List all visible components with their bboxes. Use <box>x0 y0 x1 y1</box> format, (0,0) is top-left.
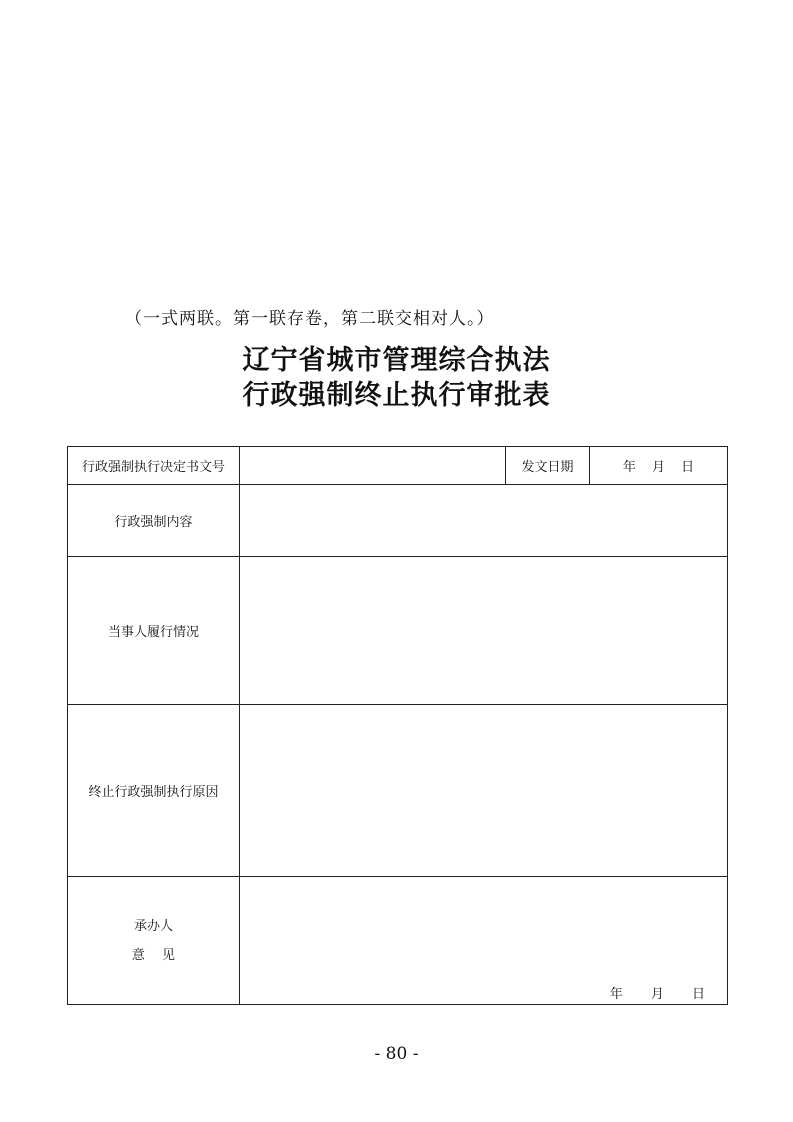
handler-opinion-label <box>68 877 240 1005</box>
decision-number-field[interactable] <box>240 447 506 485</box>
page-number: - 80 - <box>374 1044 419 1064</box>
form-title-line1: 辽宁省城市管理综合执法 <box>242 345 551 376</box>
handler-label-line1: 承办人 <box>133 918 173 934</box>
handler-opinion-row <box>68 877 728 1005</box>
copies-note: （一式两联。第一联存卷，第二联交相对人。） <box>125 309 495 329</box>
approval-form-table <box>67 446 728 1005</box>
issue-date-label: 发文日期 <box>506 447 590 485</box>
decision-number-row <box>68 447 728 485</box>
handler-opinion-field[interactable] <box>240 877 728 1005</box>
decision-number-label: 行政强制执行决定书文号 <box>68 447 240 485</box>
termination-reason-field[interactable] <box>240 705 728 877</box>
party-performance-field[interactable] <box>240 557 728 705</box>
issue-date-field[interactable]: 年 月 日 <box>590 447 728 485</box>
enforcement-content-label: 行政强制内容 <box>68 485 240 557</box>
enforcement-content-row <box>68 485 728 557</box>
handler-label-line2: 意 见 <box>131 947 176 963</box>
enforcement-content-field[interactable] <box>240 485 728 557</box>
termination-reason-row <box>68 705 728 877</box>
form-title-line2: 行政强制终止执行审批表 <box>242 380 551 411</box>
handler-date: 年 月 日 <box>609 987 705 1002</box>
termination-reason-label: 终止行政强制执行原因 <box>68 705 240 877</box>
party-performance-label: 当事人履行情况 <box>68 557 240 705</box>
party-performance-row <box>68 557 728 705</box>
